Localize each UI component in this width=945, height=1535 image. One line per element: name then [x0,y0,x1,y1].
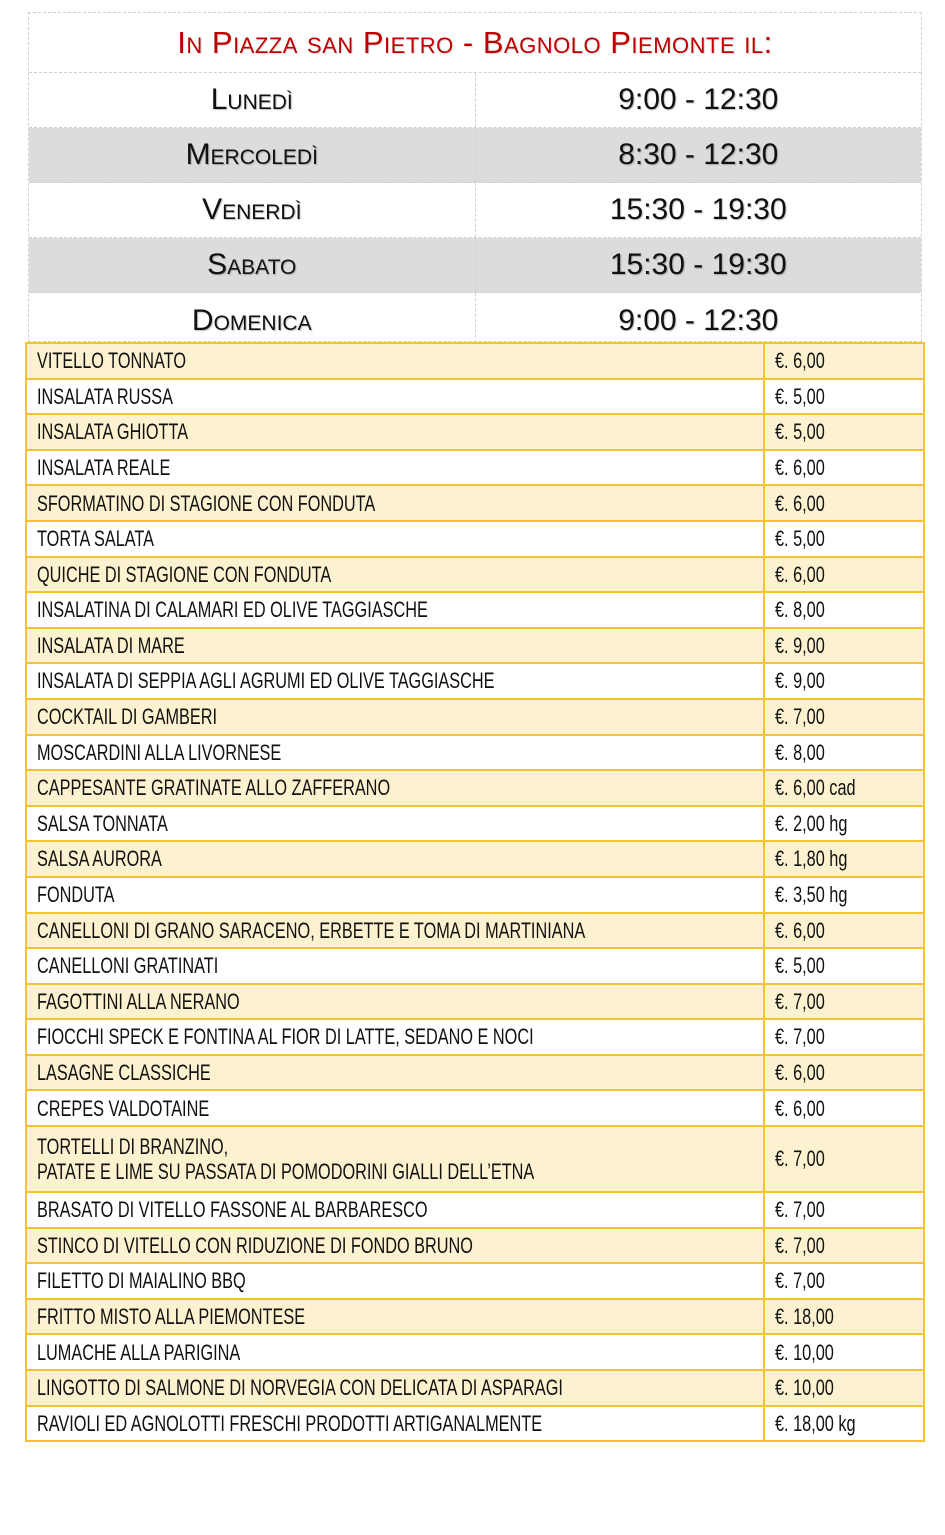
dish-name-cell [26,1299,764,1335]
menu-row [26,1126,924,1192]
dish-name-cell [26,1192,764,1228]
dish-name-cell [26,1019,764,1055]
menu-row [26,1370,924,1406]
dish-price-cell [764,414,924,450]
menu-row [26,521,924,557]
dish-price-cell [764,1263,924,1299]
dish-price-cell [764,1406,924,1442]
dish-name: CAPPESANTE GRATINATE ALLO ZAFFERANO [37,775,391,801]
dish-price-cell [764,1126,924,1192]
menu-row [26,806,924,842]
dish-name-cell [26,663,764,699]
menu-row [26,841,924,877]
schedule-time: 9:00 - 12:30 [618,83,779,116]
dish-price: €. 9,00 [775,632,825,658]
menu-row [26,877,924,913]
dish-name: COCKTAIL DI GAMBERI [37,704,218,730]
dish-name: INSALATA DI MARE [37,632,185,658]
dish-name-cell [26,521,764,557]
dish-name-line2: PATATE E LIME SU PASSATA DI POMODORINI GIALLI DELL’ETNA [37,1159,535,1185]
dish-name-cell [26,1228,764,1264]
dish-name: LASAGNE CLASSICHE [37,1060,211,1086]
schedule-row [29,128,921,183]
schedule-time: 15:30 - 19:30 [609,193,787,226]
menu-row [26,450,924,486]
schedule-day: Domenica [29,293,476,348]
dish-price-cell [764,984,924,1020]
menu-row [26,735,924,771]
dish-name: LINGOTTO DI SALMONE DI NORVEGIA CON DELICATA DI ASPARAGI [37,1375,563,1401]
dish-price: €. 7,00 [775,1232,825,1258]
dish-price-cell [764,877,924,913]
dish-name: BRASATO DI VITELLO FASSONE AL BARBARESCO [37,1197,428,1223]
dish-price-cell [764,699,924,735]
dish-price: €. 6,00 [775,348,825,374]
dish-name-cell [26,948,764,984]
dish-price-cell [764,628,924,664]
dish-price-cell [764,663,924,699]
dish-price-cell [764,592,924,628]
menu-row [26,414,924,450]
schedule-table [28,12,922,342]
schedule-row [29,293,921,348]
dish-price: €. 5,00 [775,383,825,409]
dish-name-cell [26,1126,764,1192]
dish-name: STINCO DI VITELLO CON RIDUZIONE DI FONDO BRUNO [37,1232,473,1258]
dish-price: €. 6,00 [775,490,825,516]
dish-name: LUMACHE ALLA PARIGINA [37,1339,241,1365]
dish-name: RAVIOLI ED AGNOLOTTI FRESCHI PRODOTTI ARTIGANALMENTE [37,1410,543,1436]
dish-price: €. 3,50 hg [775,882,848,908]
dish-price: €. 6,00 [775,917,825,943]
schedule-time: 9:00 - 12:30 [618,303,779,337]
menu-row [26,1334,924,1370]
dish-name: FONDUTA [37,882,115,908]
dish-price-cell [764,770,924,806]
dish-price: €. 8,00 [775,739,825,765]
dish-name: TORTA SALATA [37,526,155,552]
dish-price: €. 6,00 [775,454,825,480]
dish-name-cell [26,628,764,664]
schedule-day: Sabato [29,238,476,292]
dish-name-cell [26,1370,764,1406]
dish-price-cell [764,1090,924,1126]
dish-name-cell [26,1055,764,1091]
dish-price-cell [764,913,924,949]
schedule-row [29,238,921,293]
dish-price-cell [764,379,924,415]
dish-name: QUICHE DI STAGIONE CON FONDUTA [37,561,332,587]
menu-row [26,770,924,806]
dish-name-cell [26,1406,764,1442]
dish-price: €. 8,00 [775,597,825,623]
dish-name-cell [26,485,764,521]
dish-name: FAGOTTINI ALLA NERANO [37,988,240,1014]
schedule-row [29,73,921,128]
dish-name-cell [26,984,764,1020]
menu-row [26,948,924,984]
dish-name: INSALATA RUSSA [37,383,174,409]
dish-name-cell [26,1090,764,1126]
dish-name: INSALATA GHIOTTA [37,419,189,445]
schedule-day: Mercoledì [29,128,476,182]
dish-price: €. 10,00 [775,1339,834,1365]
menu-row [26,699,924,735]
dish-name: CANELLONI DI GRANO SARACENO, ERBETTE E TOMA DI MARTINIANA [37,917,586,943]
dish-price-cell [764,1055,924,1091]
schedule-time: 8:30 - 12:30 [618,138,779,171]
dish-price-cell [764,1370,924,1406]
dish-price: €. 7,00 [775,988,825,1014]
dish-price-cell [764,450,924,486]
menu-row [26,485,924,521]
dish-name-cell [26,379,764,415]
menu-body [26,343,924,1441]
dish-name: SALSA AURORA [37,846,162,872]
dish-price: €. 7,00 [775,704,825,730]
dish-name-cell [26,806,764,842]
menu-row [26,1019,924,1055]
dish-price: €. 18,00 [775,1303,834,1329]
dish-name-cell [26,699,764,735]
dish-price-cell [764,1228,924,1264]
dish-price: €. 5,00 [775,419,825,445]
dish-price-cell [764,1192,924,1228]
dish-name: MOSCARDINI ALLA LIVORNESE [37,739,282,765]
dish-name-cell [26,1263,764,1299]
dish-price: €. 7,00 [775,1197,825,1223]
menu-row [26,379,924,415]
menu-row [26,1055,924,1091]
dish-price: €. 18,00 kg [775,1410,856,1436]
dish-name: CREPES VALDOTAINE [37,1095,210,1121]
menu-row [26,343,924,379]
dish-name-cell [26,557,764,593]
dish-price: €. 6,00 [775,1095,825,1121]
menu-row [26,592,924,628]
dish-name: CANELLONI GRATINATI [37,953,219,979]
schedule-time: 15:30 - 19:30 [609,248,787,281]
dish-name-cell [26,450,764,486]
dish-price: €. 5,00 [775,526,825,552]
menu-row [26,1263,924,1299]
dish-name: INSALATA DI SEPPIA AGLI AGRUMI ED OLIVE TAGGIASCHE [37,668,495,694]
dish-name: TORTELLI DI BRANZINO, [37,1133,229,1159]
schedule-row [29,183,921,238]
dish-name: FRITTO MISTO ALLA PIEMONTESE [37,1303,306,1329]
dish-price-cell [764,948,924,984]
dish-name: FILETTO DI MAIALINO BBQ [37,1268,246,1294]
menu-row [26,1228,924,1264]
dish-price: €. 1,80 hg [775,846,848,872]
dish-price: €. 7,00 [775,1024,825,1050]
dish-name-cell [26,343,764,379]
dish-price: €. 10,00 [775,1375,834,1401]
dish-name-cell [26,877,764,913]
dish-price-cell [764,485,924,521]
dish-price-cell [764,1019,924,1055]
menu-row [26,984,924,1020]
menu-row [26,913,924,949]
dish-price: €. 2,00 hg [775,810,848,836]
dish-price-cell [764,806,924,842]
dish-name-cell [26,592,764,628]
dish-price: €. 5,00 [775,953,825,979]
menu-row [26,1090,924,1126]
dish-price-cell [764,1299,924,1335]
schedule-title: In Piazza san Pietro - Bagnolo Piemonte il: [29,13,921,73]
dish-price-cell [764,735,924,771]
menu-row [26,663,924,699]
menu-row [26,628,924,664]
dish-name-cell [26,1334,764,1370]
dish-name: INSALATA REALE [37,454,171,480]
dish-price: €. 7,00 [775,1268,825,1294]
dish-name: INSALATINA DI CALAMARI ED OLIVE TAGGIASCHE [37,597,428,623]
dish-name-cell [26,770,764,806]
dish-price: €. 9,00 [775,668,825,694]
menu-row [26,1406,924,1442]
schedule-day: Lunedì [29,73,476,127]
dish-name: SALSA TONNATA [37,810,168,836]
menu-table [25,342,925,1442]
dish-price-cell [764,557,924,593]
dish-name: FIOCCHI SPECK E FONTINA AL FIOR DI LATTE, SEDANO E NOCI [37,1024,534,1050]
dish-price-cell [764,521,924,557]
dish-price: €. 6,00 [775,1060,825,1086]
dish-name: SFORMATINO DI STAGIONE CON FONDUTA [37,490,376,516]
dish-name-cell [26,414,764,450]
schedule-day: Venerdì [29,183,476,237]
dish-name-cell [26,841,764,877]
dish-price-cell [764,1334,924,1370]
dish-name: VITELLO TONNATO [37,348,186,374]
menu-row [26,1299,924,1335]
menu-row [26,1192,924,1228]
dish-price-cell [764,343,924,379]
dish-price-cell [764,841,924,877]
dish-price: €. 6,00 cad [775,775,856,801]
menu-row [26,557,924,593]
dish-price: €. 7,00 [775,1146,825,1172]
dish-name-cell [26,913,764,949]
dish-name-cell [26,735,764,771]
dish-price: €. 6,00 [775,561,825,587]
